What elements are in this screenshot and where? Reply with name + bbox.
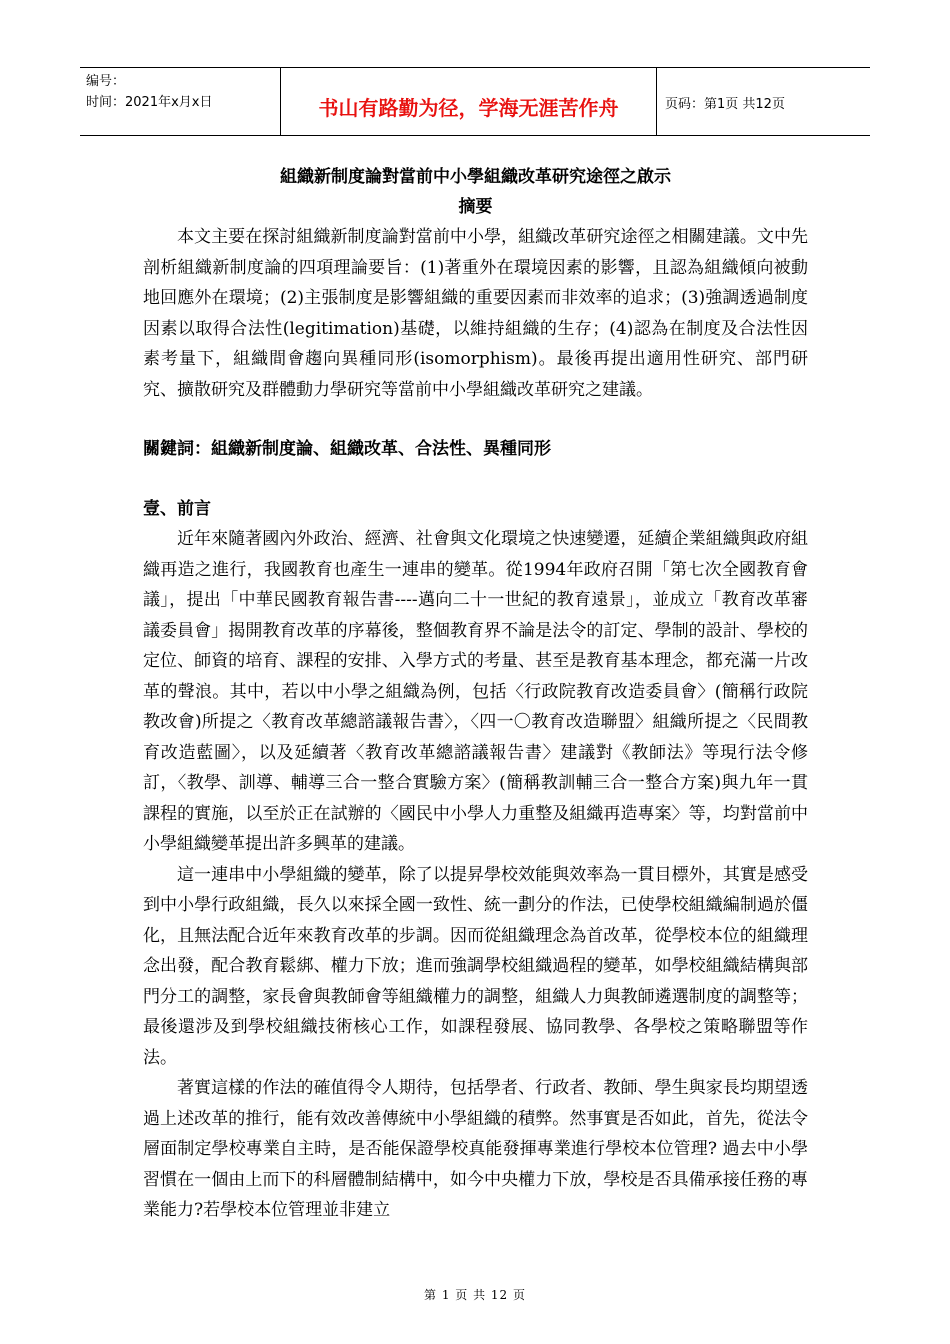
page-footer: 第 1 页 共 12 页 — [424, 1288, 526, 1302]
document-date-label: 时间：2021年x月x日 — [86, 95, 213, 110]
body-paragraph: 著實這樣的作法的確值得令人期待，包括學者、行政者、教師、學生與家長均期望透過上述改革的推行，能有效改善傳統中小學組織的積弊。然事實是否如此，首先，從法令層面制定學校專業自主時，是否能保證學校真能發揮專業進行學校本位管理? 過去中小學習慣在一個由上而下的科層體制結構中，如今中央權力下放，學校是否具備承接任務的專業能力?若學校本位管理並非建立 — [143, 1078, 808, 1220]
document-number-label: 编号： — [86, 74, 126, 89]
document-body — [143, 162, 808, 1226]
keywords-line: 關鍵詞：組織新制度論、組織改革、合法性、異種同形 — [143, 439, 551, 459]
abstract-paragraph: 本文主要在探討組織新制度論對當前中小學，組織改革研究途徑之相關建議。文中先剖析組織新制度論的四項理論要旨：(1)著重外在環境因素的影響，且認為組織傾向被動地回應外在環境；(2)主張制度是影響組織的重要因素而非效率的追求；(3)強調透過制度因素以取得合法性(legitimation)基礎，以維持組織的生存；(4)認為在制度及合法性因素考量下，組織間會趨向異種同形(isomorphism)。最後再提出適用性研究、部門研究、擴散研究及群體動力學研究等當前中小學組織改革研究之建議。 — [143, 227, 808, 400]
header-page-info: 页码：第1页 共12页 — [665, 97, 785, 112]
header-meta-cell — [80, 68, 281, 135]
body-paragraph: 這一連串中小學組織的變革，除了以提昇學校效能與效率為一貫目標外，其實是感受到中小學行政組織，長久以來採全國一致性、統一劃分的作法，已使學校組織編制過於僵化，且無法配合近年來教育改革的步調。因而從組織理念為首改革，從學校本位的組織理念出發，配合教育鬆綁、權力下放；進而強調學校組織過程的變革，如學校組織結構與部門分工的調整，家長會與教師會等組織權力的調整，組織人力與教師遴選制度的調整等；最後還涉及到學校組織技術核心工作，如課程發展、協同教學、各學校之策略聯盟等作法。 — [143, 864, 808, 1068]
section-heading: 壹、前言 — [143, 498, 211, 519]
page-header — [80, 67, 870, 136]
header-motto: 书山有路勤为径，学海无涯苦作舟 — [281, 68, 657, 135]
abstract-heading: 摘要 — [458, 197, 493, 217]
document-title: 組織新制度論對當前中小學組織改革研究途徑之啟示 — [280, 167, 671, 187]
body-paragraph: 近年來隨著國內外政治、經濟、社會與文化環境之快速變遷，延續企業組織與政府組織再造之進行，我國教育也產生一連串的變革。從1994年政府召開「第七次全國教育會議」，提出「中華民國教育報告書----邁向二十一世紀的教育遠景」，並成立「教育改革審議委員會」揭開教育改革的序幕後，整個教育界不論是法令的訂定、學制的設計、學校的定位、師資的培育、課程的安排、入學方式的考量、甚至是教育基本理念，都充滿一片改革的聲浪。其中，若以中小學之組織為例，包括〈行政院教育改造委員會〉(簡稱行政院教改會)所提之〈教育改革總諮議報告書〉，〈四一〇教育改造聯盟〉組織所提之〈民間教育改造藍圖〉，以及延續著〈教育改革總諮議報告書〉建議對《教師法》等現行法令修訂，〈教學、訓導、輔導三合一整合實驗方案〉(簡稱教訓輔三合一整合方案)與九年一貫課程的實施，以至於正在試辦的〈國民中小學人力重整及組織再造專案〉等，均對當前中小學組織變革提出許多興革的建議。 — [143, 529, 808, 854]
